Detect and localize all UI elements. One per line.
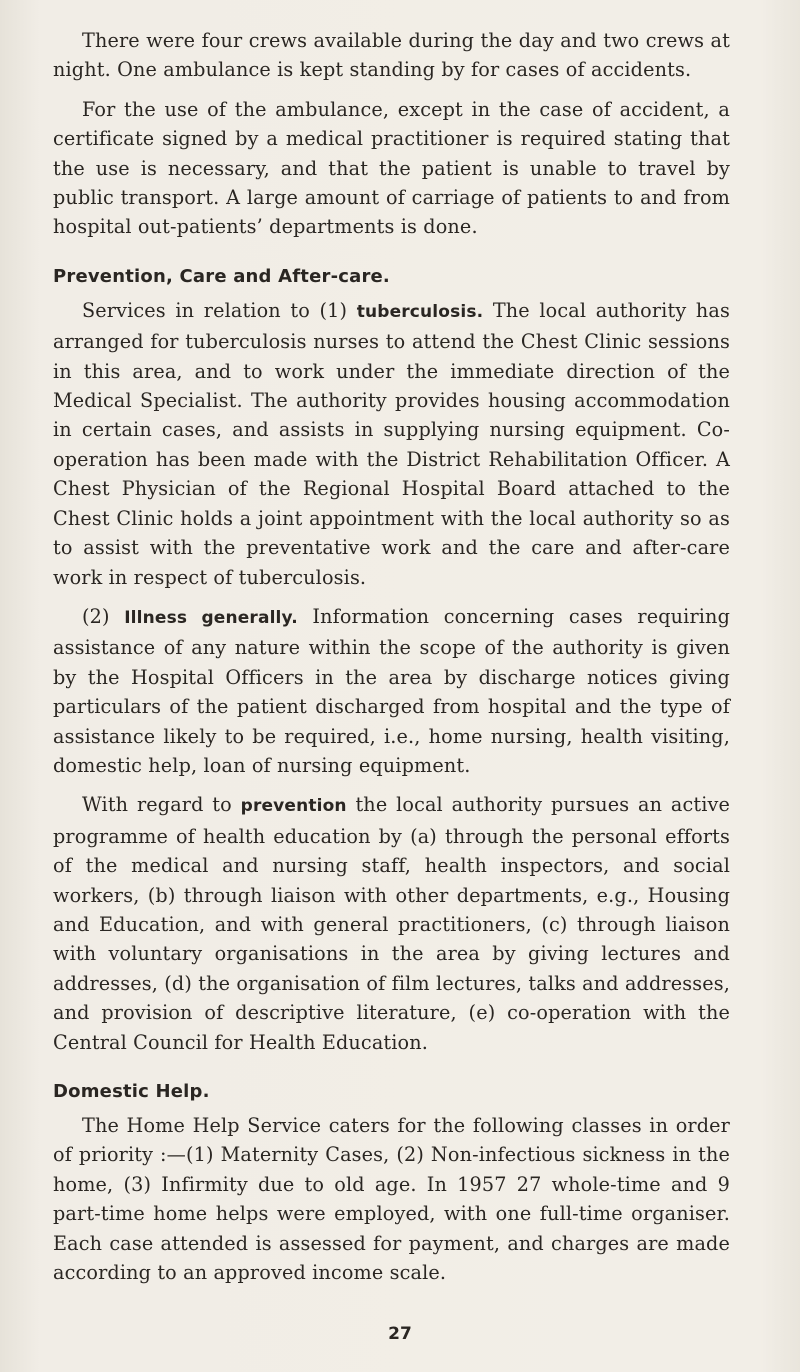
home-help-paragraph: The Home Help Service caters for the following classes in order of priority :—(1) Maternity Cases, (2) Non-infectious sickness in the home, (3) Infirmity due to old age. In 1957 27 whole-time and 9 part-time home helps were employed, with one full-time organiser. Each case attended is assessed for payment, and charges are made according to an approved income scale.: [53, 1114, 730, 1285]
tuberculosis-lead-text: Services in relation to (1): [82, 298, 357, 322]
prevention-lead-text: With regard to: [82, 793, 241, 817]
illness-generally-paragraph: [53, 602, 730, 780]
page-number: 27: [388, 1324, 412, 1344]
prevention-body-text: the local authority pursues an active programme of health education by (a) through the personal efforts of the medical and nursing staff, health inspectors, and social workers, (b) through liaison with other departments, e.g., Housing and Education, and with general practitioners, (c) through liaison with voluntary organisations in the area by giving lectures and addresses, (d) the organisation of film lectures, talks and addresses, and provision of descriptive literature, (e) co-operation with the Central Council for Health Education.: [53, 793, 730, 1054]
prevention-care-heading: Prevention, Care and After-care.: [53, 265, 390, 287]
ambulance-certificate-paragraph: For the use of the ambulance, except in the case of accident, a certificate signed by a medical practitioner is required stating that the use is necessary, and that the patient is unable to travel by public transport. A large amount of carriage of patients to and from hospital out-patients’ departments is done.: [53, 97, 730, 239]
ambulance-crews-paragraph: There were four crews available during the day and two crews at night. One ambulance is kept standing by for cases of accidents.: [53, 29, 730, 82]
illness-lead-text: (2): [82, 604, 125, 628]
illness-body-text: Information concerning cases requiring assistance of any nature within the scope of the authority is given by the Hospital Officers in the area by discharge notices giving particulars of the patient discharged from hospital and the type of assistance likely to be required, i.e., home nursing, health visiting, domestic help, loan of nursing equipment.: [53, 604, 731, 777]
tuberculosis-keyword: tuberculosis.: [356, 301, 484, 322]
illness-generally-keyword: Illness generally.: [124, 607, 298, 628]
domestic-help-heading: Domestic Help.: [53, 1081, 210, 1102]
prevention-keyword: prevention: [240, 796, 347, 817]
tuberculosis-paragraph: [53, 296, 730, 592]
prevention-paragraph: [53, 790, 730, 1057]
tuberculosis-body-text: The local authority has arranged for tuberculosis nurses to attend the Chest Clinic sessions in this area, and to work under the immediate direction of the Medical Specialist. The authority provides housing accommodation in certain cases, and assists in supplying nursing equipment. Co-operation has been made with the District Rehabilitation Officer. A Chest Physician of the Regional Hospital Board attached to the Chest Clinic holds a joint appointment with the local authority so as to assist with the preventative work and the care and after-care work in respect of tuberculosis.: [53, 298, 730, 589]
